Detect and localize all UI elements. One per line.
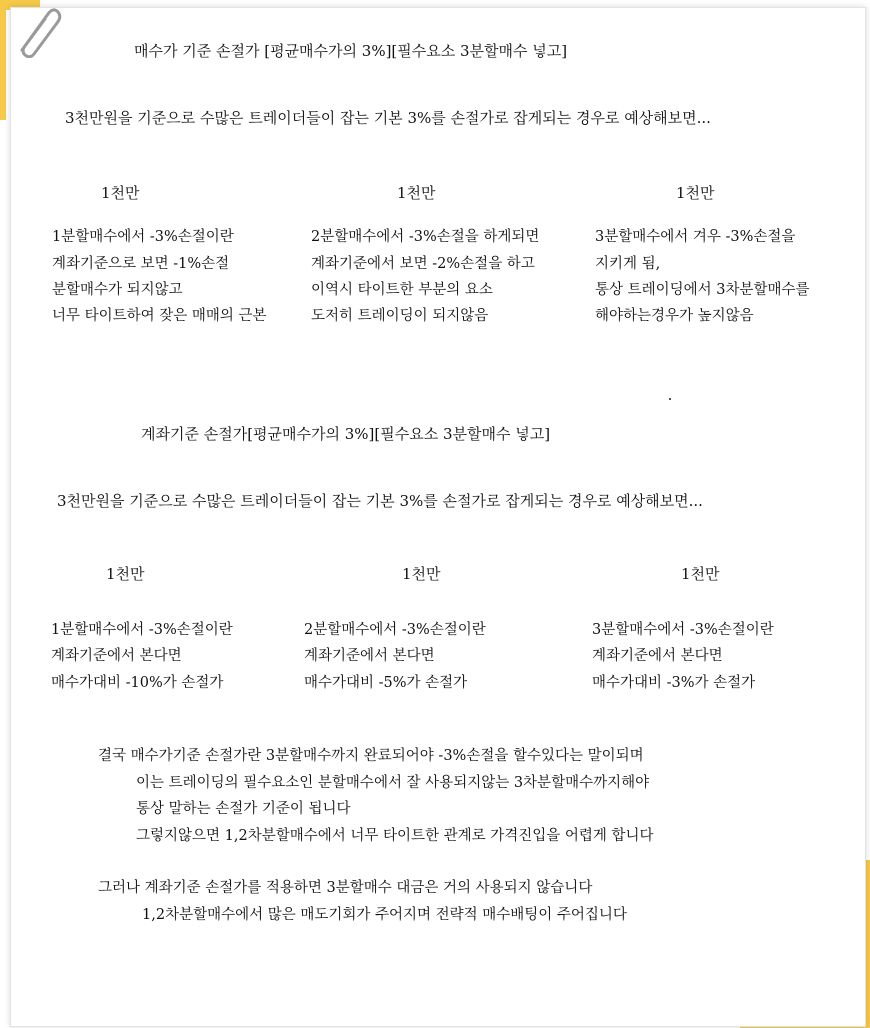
section2-col3-line: 계좌기준에서 본다면 (592, 648, 723, 664)
section2-col1-header: 1천만 (106, 565, 145, 583)
section1-col3-line: 통상 트레이딩에서 3차분할매수를 (595, 282, 810, 298)
conclusion-line: 이는 트레이딩의 필수요소인 분할매수에서 잘 사용되지않는 3차분할매수까지해야 (136, 775, 650, 791)
section1-col3-line: 해야하는경우가 높지않음 (595, 308, 754, 324)
conclusion-line: 그러나 계좌기준 손절가를 적용하면 3분할매수 대금은 거의 사용되지 않습니다 (98, 880, 593, 896)
section2-col1-line: 1분할매수에서 -3%손절이란 (51, 622, 233, 638)
section1-col3-header: 1천만 (676, 184, 715, 202)
section2-col1-line: 매수가대비 -10%가 손절가 (51, 675, 224, 691)
section2-col2-line: 2분할매수에서 -3%손절이란 (304, 622, 486, 638)
section1-col1-line: 너무 타이트하여 잦은 매매의 근본 (52, 308, 267, 324)
conclusion-line: 1,2차분할매수에서 많은 매도기회가 주어지며 전략적 매수배팅이 주어집니다 (142, 907, 627, 923)
section1-col2-line: 도저히 트레이딩이 되지않음 (311, 308, 489, 324)
conclusion-line: 통상 말하는 손절가 기준이 됩니다 (136, 801, 351, 817)
section2-col2-line: 계좌기준에서 본다면 (304, 648, 435, 664)
section2-col3-line: 3분할매수에서 -3%손절이란 (592, 622, 774, 638)
section1-col1-line: 1분할매수에서 -3%손절이란 (52, 229, 234, 245)
section1-col2-header: 1천만 (397, 184, 436, 202)
document-page (10, 7, 866, 1027)
section2-col3-header: 1천만 (681, 565, 720, 583)
section1-intro: 3천만원을 기준으로 수많은 트레이더들이 잡는 기본 3%를 손절가로 잡게되는 경우로 예상해보면... (65, 109, 711, 127)
stray-dot (669, 398, 671, 400)
section2-col2-line: 매수가대비 -5%가 손절가 (304, 675, 468, 691)
tape-left (0, 0, 6, 120)
section1-col2-line: 이역시 타이트한 부분의 요소 (311, 282, 493, 298)
section1-col1-header: 1천만 (101, 184, 140, 202)
conclusion-line: 결국 매수가기준 손절가란 3분할매수까지 완료되어야 -3%손절을 할수있다는 말이되며 (98, 748, 644, 764)
paperclip-icon (14, 4, 62, 58)
section1-title: 매수가 기준 손절가 [평균매수가의 3%][필수요소 3분할매수 넣고] (134, 42, 568, 60)
section2-col3-line: 매수가대비 -3%가 손절가 (592, 675, 756, 691)
section1-col3-line: 3분할매수에서 겨우 -3%손절을 (595, 229, 796, 245)
section2-title: 계좌기준 손절가[평균매수가의 3%][필수요소 3분할매수 넣고] (141, 425, 551, 443)
section1-col1-line: 계좌기준으로 보면 -1%손절 (52, 256, 230, 272)
section2-col1-line: 계좌기준에서 본다면 (51, 648, 182, 664)
section1-col3-line: 지키게 됨, (595, 256, 661, 272)
section2-intro: 3천만원을 기준으로 수많은 트레이더들이 잡는 기본 3%를 손절가로 잡게되는 경우로 예상해보면... (57, 492, 703, 510)
section2-col2-header: 1천만 (402, 565, 441, 583)
section1-col1-line: 분할매수가 되지않고 (52, 282, 183, 298)
section1-col2-line: 2분할매수에서 -3%손절을 하게되면 (311, 229, 540, 245)
conclusion-line: 그렇지않으면 1,2차분할매수에서 너무 타이트한 관계로 가격진입을 어렵게 합니다 (136, 828, 654, 844)
section1-col2-line: 계좌기준에서 보면 -2%손절을 하고 (311, 256, 535, 272)
